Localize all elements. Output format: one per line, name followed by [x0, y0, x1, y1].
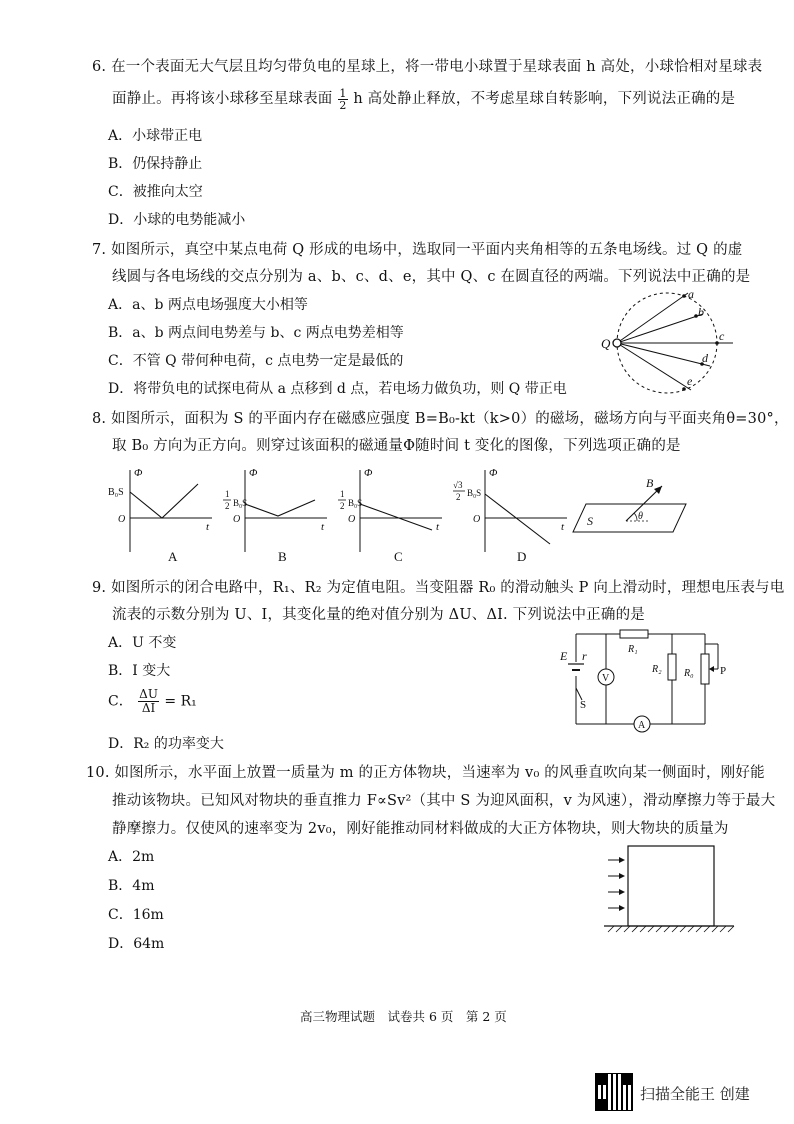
label-P: P: [720, 665, 727, 677]
plane-figure: [573, 476, 686, 532]
q10-stem-1: 如图所示，水平面上放置一质量为 m 的正方体物块，当速率为 v₀ 的风垂直吹向某一侧面时，刚好能: [114, 765, 765, 781]
q7-option-c: C．不管 Q 带何种电荷，c 点电势一定是最低的: [108, 353, 404, 369]
graph-d: [453, 467, 567, 564]
label-a: a: [688, 287, 694, 301]
q10-option-d: D．64m: [108, 936, 165, 952]
q9-c-den: ΔI: [141, 701, 156, 715]
q7-number: 7.: [92, 242, 107, 258]
theta-arc: [634, 513, 637, 521]
q10-option-c: C．16m: [108, 907, 164, 923]
q10-option-a: A．2m: [108, 849, 155, 865]
q10-stem-2: 推动该物块。已知风对物块的垂直推力 F∝Sv²（其中 S 为迎风面积，v 为风速），滑动摩擦力等于最大: [112, 793, 776, 809]
cube-block: [628, 846, 714, 926]
graph-b-ylabel: Φ: [249, 467, 258, 479]
q9-option-d: D．R₂ 的功率变大: [108, 736, 224, 752]
q6-option-b: B．仍保持静止: [108, 156, 203, 172]
graph-a-y0: B₀S: [108, 487, 124, 498]
ground-hatching: [608, 926, 734, 932]
q10-stem-3: 静摩擦力。仅使风的速率变为 2v₀，刚好能推动同材料做成的大正方体物块，则大物块的质量为: [112, 821, 729, 837]
graph-c-coef-num: 1: [340, 489, 345, 499]
q9-option-c: [108, 688, 197, 715]
graph-b-curve: [245, 500, 315, 516]
q8-stem-1: 如图所示，面积为 S 的平面内存在磁感应强度 B=B₀-kt（k>0）的磁场，磁场方向与平面夹角θ=30°，: [111, 411, 789, 427]
graph-b-option: B: [278, 549, 287, 564]
wind-arrows: [608, 857, 625, 911]
graph-a: [108, 467, 212, 564]
graph-b: [223, 467, 327, 564]
q7-field-figure: [598, 286, 746, 396]
resistor-R2: [668, 654, 676, 680]
charge-Q: [613, 339, 621, 347]
q10-option-b: B．4m: [108, 878, 155, 894]
ammeter-label: A: [638, 720, 646, 731]
plane-label-B: B: [646, 476, 654, 490]
q8-graphs: [110, 464, 710, 564]
q6-line1: [92, 55, 762, 76]
resistor-R1: [620, 630, 648, 638]
plane-label-theta: θ: [638, 511, 643, 522]
graph-a-option: A: [168, 549, 178, 564]
field-line-a: [617, 293, 688, 343]
page-footer: 高三物理试题 试卷共 6 页 第 2 页: [300, 1009, 507, 1024]
label-R0: R₀: [684, 668, 694, 679]
watermark-text: 扫描全能王 创建: [640, 1085, 750, 1103]
graph-a-xlabel: t: [206, 521, 210, 533]
label-c: c: [719, 329, 725, 343]
q6-number: 6.: [92, 59, 107, 75]
q6-line2: [112, 87, 735, 111]
point-e: [682, 387, 686, 391]
graph-b-origin: O: [233, 514, 241, 525]
q9-number: 9.: [92, 580, 107, 596]
q7-line1: [92, 238, 742, 259]
graph-c-y0: B₀S: [348, 498, 363, 508]
label-r: r: [582, 649, 587, 663]
field-line-b: [617, 314, 703, 343]
rheostat-R0: [701, 654, 709, 684]
graph-d-ylabel: Φ: [489, 467, 498, 479]
q7-option-b: B．a、b 两点间电势差与 b、c 两点电势差相等: [108, 325, 404, 341]
qr-code-icon: [596, 1074, 632, 1110]
q9-option-c-prefix: C．: [108, 693, 133, 710]
graph-d-xlabel: t: [561, 521, 565, 533]
graph-a-curve: [130, 484, 198, 518]
graph-c: [338, 467, 442, 564]
label-b: b: [698, 305, 704, 319]
label-R2: R₂: [652, 664, 662, 675]
q9-option-c-fraction: [138, 688, 159, 715]
q9-line1: [92, 576, 784, 597]
q9-stem-2: 流表的示数分别为 U、I，其变化量的绝对值分别为 ΔU、ΔI. 下列说法中正确的是: [112, 607, 645, 623]
label-Q: Q: [601, 336, 611, 351]
q6-stem-2b: h 高处静止释放，不考虑星球自转影响，下列说法正确的是: [353, 91, 736, 107]
graph-c-curve: [360, 504, 432, 530]
q8-line1: [92, 407, 789, 428]
plane-label-S: S: [587, 514, 593, 528]
graph-d-origin: O: [473, 514, 481, 525]
q7-option-a: A．a、b 两点电场强度大小相等: [108, 297, 308, 313]
q9-circuit: [556, 626, 736, 732]
field-line-e: [617, 343, 691, 390]
graph-c-ylabel: Φ: [364, 467, 373, 479]
q7-stem-1: 如图所示，真空中某点电荷 Q 形成的电场中，选取同一平面内夹角相等的五条电场线。过 Q 的虚: [111, 242, 743, 258]
label-e: e: [687, 374, 693, 388]
slider-arrow: [709, 666, 714, 672]
q10-figure: [598, 840, 738, 936]
label-d: d: [702, 351, 708, 365]
q6-fraction: [338, 88, 347, 111]
label-R1: R₁: [628, 644, 638, 655]
graph-b-coef-num: 1: [225, 489, 230, 499]
q6-option-c: C．被推向太空: [108, 184, 203, 200]
graph-d-y0: B₀S: [467, 488, 482, 498]
q6-stem-1: 在一个表面无大气层且均匀带负电的星球上，将一带电小球置于星球表面 h 高处，小球恰相对星球表: [111, 59, 763, 75]
graph-d-curve: [485, 494, 550, 544]
voltmeter-label: V: [602, 673, 610, 684]
q8-stem-2: 取 B₀ 方向为正方向。则穿过该面积的磁通量Φ随时间 t 变化的图像，下列选项正确的是: [112, 438, 681, 454]
graph-c-option: C: [394, 549, 403, 564]
graph-b-xlabel: t: [321, 521, 325, 533]
q6-frac-den: 2: [339, 98, 347, 112]
q6-frac-num: 1: [339, 86, 347, 100]
graph-c-xlabel: t: [436, 521, 440, 533]
graph-d-coef-den: 2: [456, 492, 461, 502]
q10-line1: [86, 761, 765, 782]
q7-stem-2: 线圆与各电场线的交点分别为 a、b、c、d、e，其中 Q、c 在圆直径的两端。下列说法中正确的是: [112, 269, 751, 285]
graph-a-ylabel: Φ: [134, 467, 143, 479]
q10-number: 10.: [86, 765, 110, 781]
q7-option-d: D．将带负电的试探电荷从 a 点移到 d 点，若电场力做负功，则 Q 带正电: [108, 381, 567, 397]
label-E: E: [560, 649, 568, 663]
q9-option-b: B．I 变大: [108, 663, 171, 679]
q6-option-a: A．小球带正电: [108, 128, 203, 144]
graph-c-coef-den: 2: [340, 501, 345, 511]
q6-option-d: D．小球的电势能减小: [108, 212, 246, 228]
graph-a-origin: O: [118, 514, 126, 525]
q9-c-num: ΔU: [139, 687, 158, 701]
q9-option-a: A．U 不变: [108, 635, 177, 651]
label-S: S: [580, 699, 587, 711]
q6-stem-2a: 面静止。再将该小球移至星球表面: [112, 91, 333, 107]
graph-b-y0: B₀S: [233, 498, 248, 508]
point-a: [682, 294, 686, 298]
graph-c-origin: O: [348, 514, 356, 525]
graph-b-coef-den: 2: [225, 501, 230, 511]
field-line-d: [617, 343, 710, 366]
q9-option-c-suffix: = R₁: [164, 693, 197, 710]
q8-number: 8.: [92, 411, 107, 427]
q9-stem-1: 如图所示的闭合电路中，R₁、R₂ 为定值电阻。当变阻器 R₀ 的滑动触头 P 向上滑动时，理想电压表与电: [111, 580, 785, 596]
graph-d-coef-num: √3: [453, 480, 463, 490]
graph-d-option: D: [517, 549, 527, 564]
